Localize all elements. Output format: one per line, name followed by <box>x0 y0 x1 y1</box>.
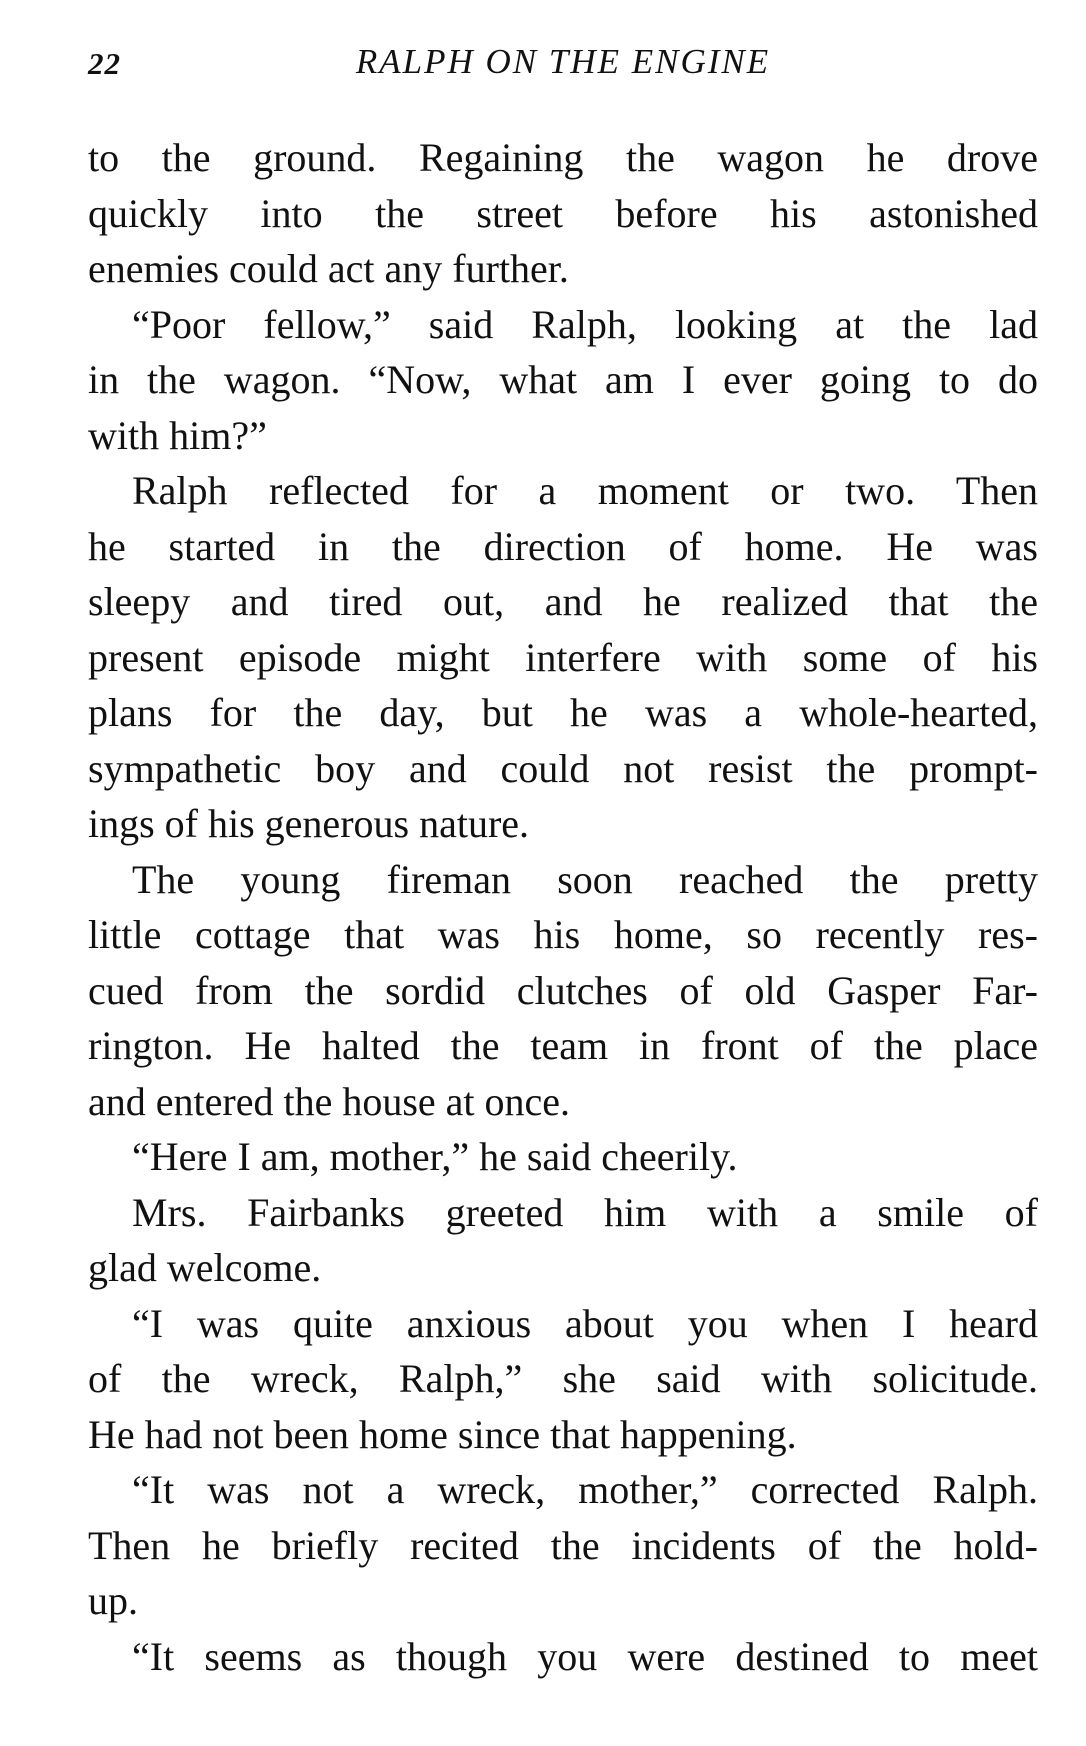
text-line: He had not been home since that happening. <box>88 1411 797 1457</box>
text-line: ings of his generous nature. <box>88 801 530 846</box>
text-line: up. <box>88 1578 138 1623</box>
text-line: in the wagon. “Now, what am I ever going to do <box>88 357 1038 402</box>
text-line: enemies could act any further. <box>88 246 569 291</box>
text-line: Ralph reflected for a moment or two. Then <box>132 468 1038 513</box>
text-line: sympathetic boy and could not resist the prompt- <box>88 745 1038 791</box>
text-line: “I was quite anxious about you when I heard <box>132 1300 1038 1346</box>
text-line: glad welcome. <box>88 1245 322 1290</box>
text-line: “Here I am, mother,” he said cheerily. <box>132 1134 738 1179</box>
text-line: cued from the sordid clutches of old Gasper Far- <box>88 967 1038 1013</box>
text-line: little cottage that was his home, so recently res- <box>88 912 1038 957</box>
running-head: RALPH ON THE ENGINE <box>355 42 771 81</box>
text-line: with him?” <box>88 412 267 458</box>
text-line: “It seems as though you were destined to meet <box>132 1633 1038 1679</box>
text-line: and entered the house at once. <box>88 1078 571 1124</box>
page-header <box>88 42 1038 92</box>
text-line: he started in the direction of home. He was <box>88 523 1038 569</box>
text-line: Then he briefly recited the incidents of the hold- <box>88 1522 1038 1568</box>
body-text <box>88 130 1038 1684</box>
text-line: Mrs. Fairbanks greeted him with a smile of <box>132 1189 1038 1235</box>
text-line: rington. He halted the team in front of the place <box>88 1023 1038 1068</box>
text-line: plans for the day, but he was a whole-hearted, <box>88 690 1038 735</box>
page-number: 22 <box>88 46 121 81</box>
text-line: present episode might interfere with some of his <box>88 634 1038 680</box>
text-line: “Poor fellow,” said Ralph, looking at the lad <box>132 301 1038 347</box>
text-line: quickly into the street before his astonished <box>88 190 1038 236</box>
text-line: to the ground. Regaining the wagon he drove <box>88 135 1038 180</box>
text-line: “It was not a wreck, mother,” corrected Ralph. <box>132 1467 1038 1512</box>
text-line: of the wreck, Ralph,” she said with solicitude. <box>88 1356 1038 1401</box>
text-line: The young fireman soon reached the pretty <box>132 856 1038 902</box>
text-line: sleepy and tired out, and he realized that the <box>88 579 1038 624</box>
